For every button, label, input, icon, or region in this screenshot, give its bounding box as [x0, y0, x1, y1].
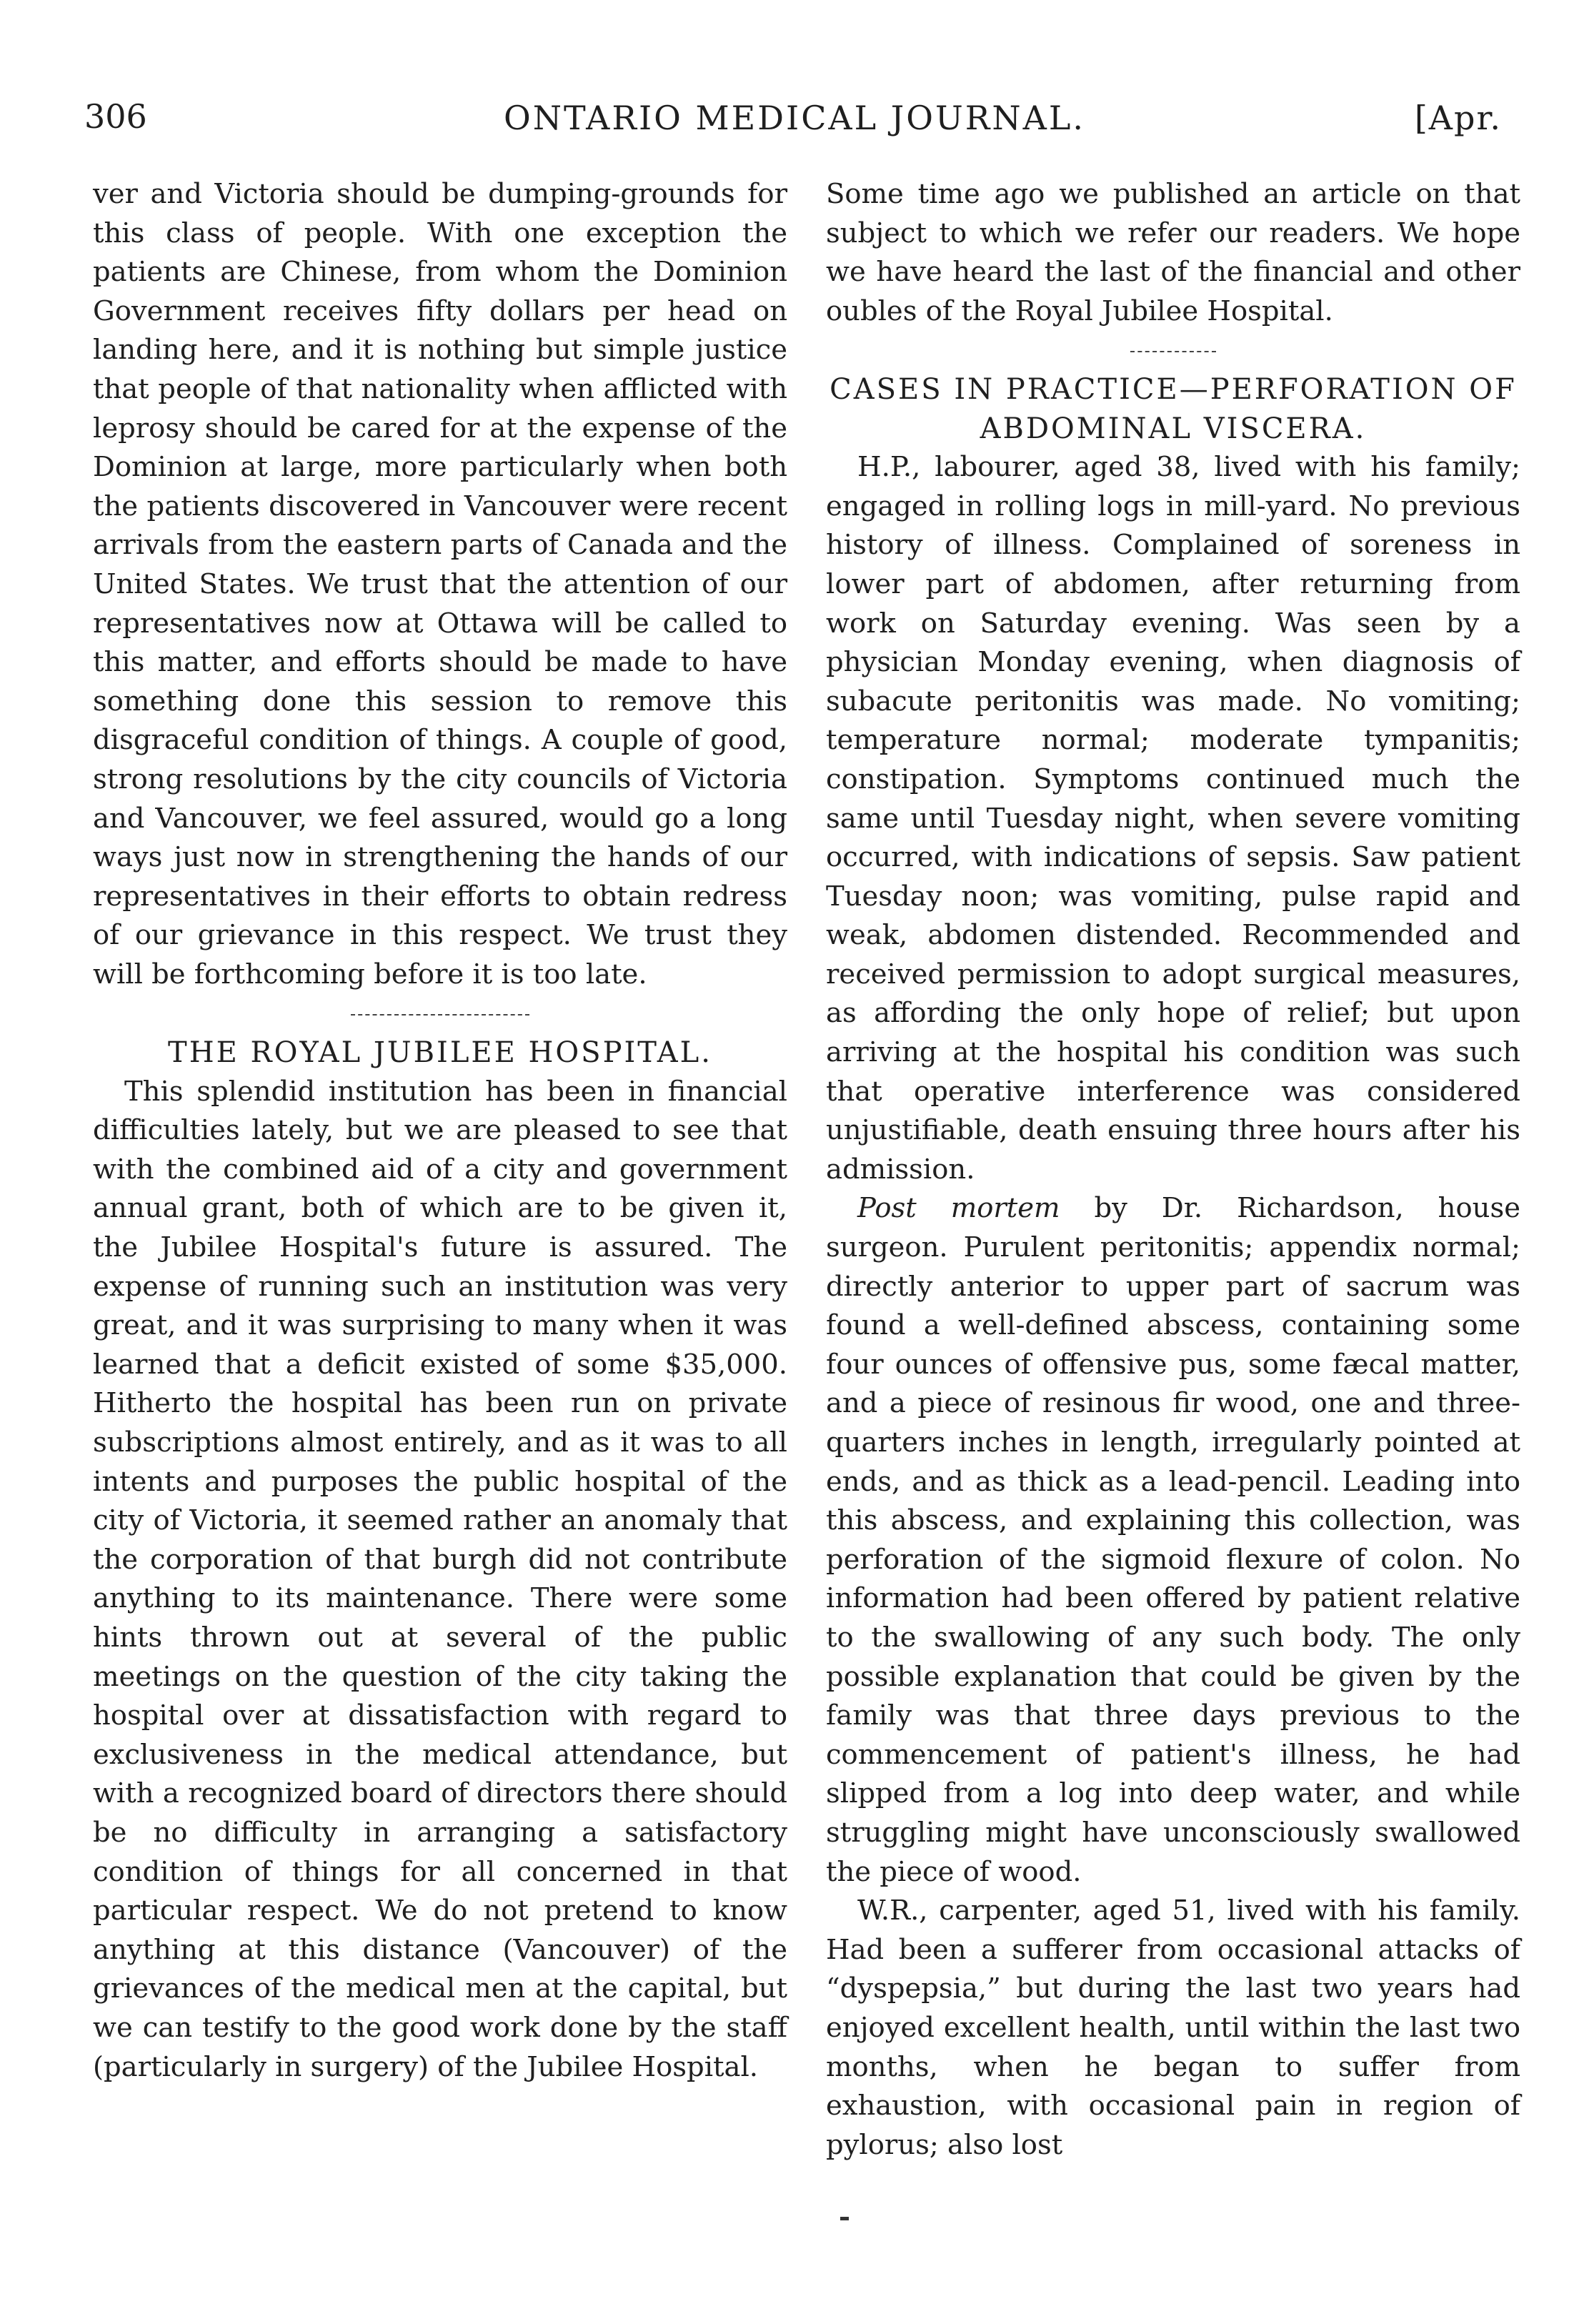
left-column [93, 175, 787, 2087]
post-mortem-label: Post mortem [857, 1192, 1060, 1225]
continued-paragraph: Some time ago we published an article on that subject to which we refer our readers. We hope we have heard the last of the financial and other oubles of the Royal Jubilee Hospital. [826, 178, 1520, 327]
page-number: 306 [84, 97, 147, 136]
right-column [826, 175, 1520, 2165]
issue-month: [Apr. [1414, 99, 1502, 137]
footer-mark [840, 2217, 849, 2220]
section-heading-jubilee-hospital: THE ROYAL JUBILEE HOSPITAL. [168, 1036, 712, 1070]
post-mortem-text: by Dr. Richardson, house surgeon. Purulent peritonitis; appendix normal; directly anterior to upper part of sacrum was found a well-defined abscess, containing some four ounces of offensive pus, some fæcal matter, and a piece of resinous fir wood, one and three-quarters inches in length, irregularly pointed at ends, and as thick as a lead-pencil. Leading into this abscess, and explaining this collection, was perforation of the sigmoid flexure of colon. No information had been offered by patient relative to the swallowing of any such body. The only possible explanation that could be given by the family was that three days previous to the commencement of patient's illness, he had slipped from a log into deep water, and while struggling might have unconsciously swallowed the piece of wood. [826, 1192, 1520, 1888]
jubilee-hospital-paragraph: This splendid institution has been in financial difficulties lately, but we are pleased to see that with the combined aid of a city and government annual grant, both of which are to be given it, the Jubilee Hospital's future is assured. The expense of running such an institution was very great, and it was surprising to many when it was learned that a deficit existed of some $35,000. Hitherto the hospital has been run on private subscriptions almost entirely, and as it was to all intents and purposes the public hospital of the city of Victoria, it seemed rather an anomaly that the corporation of that burgh did not contribute anything to its maintenance. There were some hints thrown out at several of the public meetings on the question of the city taking the hospital over at dissatisfaction with regard to exclusiveness in the medical attendance, but with a recognized board of directors there should be no difficulty in arranging a satisfactory condition of things for all concerned in that particular respect. We do not pretend to know anything at this distance (Vancouver) of the grievances of the medical men at the capital, but we can testify to the good work done by the staff (particularly in surgery) of the Jubilee Hospital. [93, 1075, 787, 2083]
leprosy-paragraph: ver and Victoria should be dumping-grounds for this class of people. With one exception the patients are Chinese, from whom the Dominion Government receives fifty dollars per head on landing here, and it is nothing but simple justice that people of that nationality when afflicted with leprosy should be cared for at the expense of the Dominion at large, more particularly when both the patients discovered in Vancouver were recent arrivals from the eastern parts of Canada and the United States. We trust that the attention of our representatives now at Ottawa will be called to this matter, and efforts should be made to have something done this session to remove this disgraceful condition of things. A couple of good, strong resolutions by the city councils of Victoria and Vancouver, we feel assured, would go a long ways just now in strengthening the hands of our representatives in their efforts to obtain redress of our grievance in this respect. We trust they will be forthcoming before it is too late. [93, 178, 787, 990]
section-divider [826, 331, 1520, 370]
section-heading-cases-in-practice: CASES IN PRACTICE—PERFORATION OF ABDOMINAL VISCERA. [830, 372, 1517, 445]
running-head: ONTARIO MEDICAL JOURNAL. [504, 99, 1085, 137]
section-divider [93, 994, 787, 1033]
post-mortem-paragraph [826, 1189, 1520, 1892]
case-hp-paragraph: H.P., labourer, aged 38, lived with his family; engaged in rolling logs in mill-yard. No previous history of illness. Complained of soreness in lower part of abdomen, after returning from work on Saturday evening. Was seen by a physician Monday evening, when diagnosis of subacute peritonitis was made. No vomiting; temperature normal; moderate tympanitis; constipation. Symptoms continued much the same until Tuesday night, when severe vomiting occurred, with indications of sepsis. Saw patient Tuesday noon; was vomiting, pulse rapid and weak, abdomen distended. Recommended and received permission to adopt surgical measures, as affording the only hope of relief; but upon arriving at the hospital his condition was such that operative interference was considered unjustifiable, death ensuing three hours after his admission. [826, 451, 1520, 1186]
case-wr-paragraph: W.R., carpenter, aged 51, lived with his family. Had been a sufferer from occasional attacks of “dyspepsia,” but during the last two years had enjoyed excellent health, until within the last two months, when he began to suffer from exhaustion, with occasional pain in region of pylorus; also lost [826, 1895, 1520, 2161]
